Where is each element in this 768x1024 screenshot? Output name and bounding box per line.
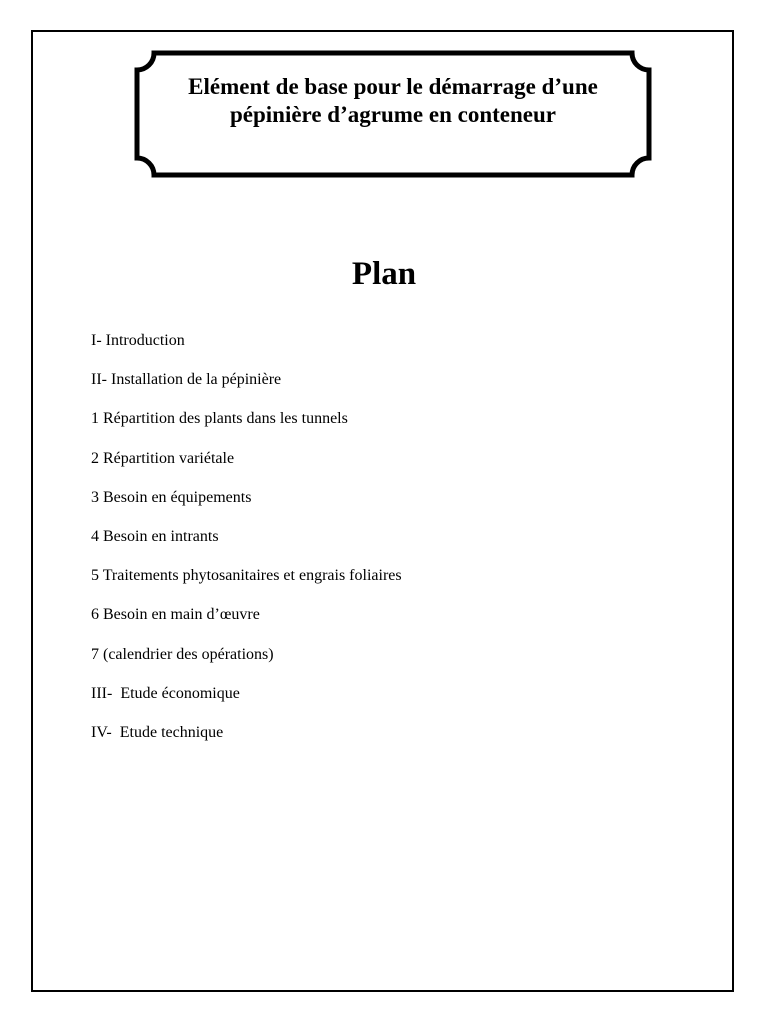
plan-item-repartition-plants: 1 Répartition des plants dans les tunnels [91,410,348,428]
plan-item-introduction: I- Introduction [91,332,185,349]
plan-list [91,330,402,761]
plan-item-etude-technique: IV- Etude technique [91,723,224,741]
plan-heading: Plan [351,256,417,292]
plan-item-besoin-intrants: 4 Besoin en intrants [91,527,219,545]
title-plaque [134,50,652,178]
plan-item-calendrier: 7 (calendrier des opérations) [91,645,274,663]
document-title [154,73,632,129]
title-line-2: pépinière d’agrume en conteneur [229,102,556,127]
plan-item-main-oeuvre: 6 Besoin en main d’œuvre [91,606,260,624]
plan-item-besoin-equipements: 3 Besoin en équipements [91,488,252,506]
plan-item-repartition-varietale: 2 Répartition variétale [91,449,235,467]
plan-item-installation: II- Installation de la pépinière [91,371,282,389]
plan-item-traitements: 5 Traitements phytosanitaires et engrais foliaires [91,567,402,585]
plan-item-etude-economique: III- Etude économique [91,684,240,702]
title-line-1: Elément de base pour le démarrage d’une [188,74,598,99]
